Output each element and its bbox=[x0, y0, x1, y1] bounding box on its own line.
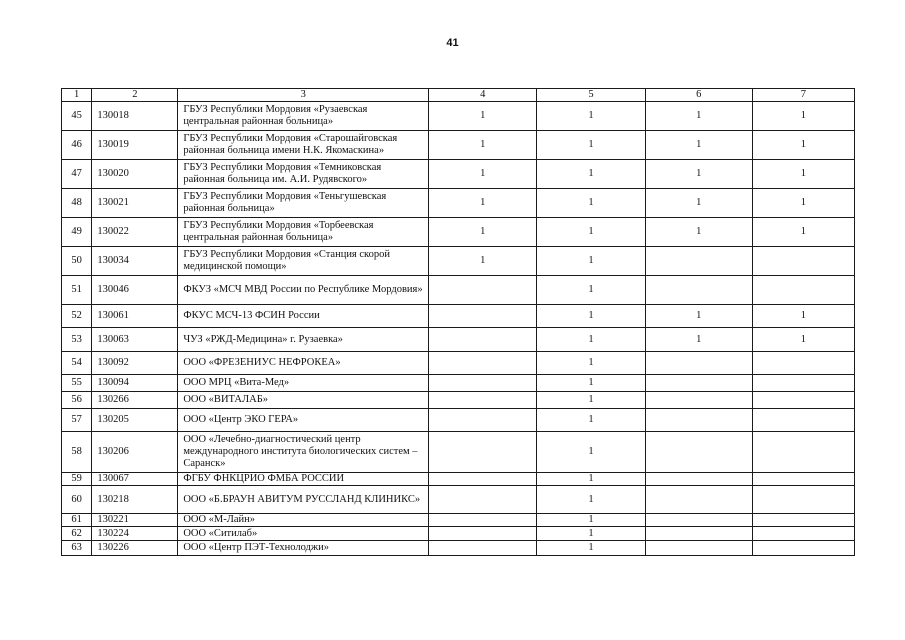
row-organization-name: ООО «Центр ПЭТ-Технолоджи» bbox=[178, 541, 429, 556]
column-header: 1 bbox=[62, 89, 92, 102]
table-row bbox=[62, 328, 855, 352]
row-value-col7 bbox=[752, 473, 854, 486]
row-value-col5: 1 bbox=[537, 328, 645, 352]
row-organization-name: ФГБУ ФНКЦРИО ФМБА РОССИИ bbox=[178, 473, 429, 486]
row-code: 130019 bbox=[92, 131, 178, 160]
row-code: 130094 bbox=[92, 375, 178, 392]
row-value-col5: 1 bbox=[537, 305, 645, 328]
row-number: 55 bbox=[62, 375, 92, 392]
row-value-col5: 1 bbox=[537, 432, 645, 473]
row-number: 61 bbox=[62, 514, 92, 527]
row-organization-name: ГБУЗ Республики Мордовия «Старошайговская районная больница имени Н.К. Якомаскина» bbox=[178, 131, 429, 160]
row-value-col6 bbox=[645, 527, 752, 541]
table-row bbox=[62, 352, 855, 375]
row-value-col7 bbox=[752, 514, 854, 527]
table-row bbox=[62, 541, 855, 556]
row-value-col5: 1 bbox=[537, 527, 645, 541]
row-number: 47 bbox=[62, 160, 92, 189]
row-code: 130067 bbox=[92, 473, 178, 486]
row-value-col4 bbox=[429, 375, 537, 392]
row-organization-name: ООО «М-Лайн» bbox=[178, 514, 429, 527]
table-row bbox=[62, 189, 855, 218]
row-value-col7: 1 bbox=[752, 160, 854, 189]
row-number: 63 bbox=[62, 541, 92, 556]
column-header: 6 bbox=[645, 89, 752, 102]
row-number: 45 bbox=[62, 102, 92, 131]
row-value-col4 bbox=[429, 392, 537, 409]
row-value-col5: 1 bbox=[537, 541, 645, 556]
row-value-col5: 1 bbox=[537, 131, 645, 160]
row-value-col7 bbox=[752, 432, 854, 473]
row-number: 53 bbox=[62, 328, 92, 352]
row-value-col4 bbox=[429, 409, 537, 432]
table-row bbox=[62, 486, 855, 514]
column-header: 5 bbox=[537, 89, 645, 102]
row-code: 130034 bbox=[92, 247, 178, 276]
row-organization-name: ООО «ФРЕЗЕНИУС НЕФРОКЕА» bbox=[178, 352, 429, 375]
row-organization-name: ООО «Ситилаб» bbox=[178, 527, 429, 541]
row-value-col6 bbox=[645, 409, 752, 432]
column-header: 2 bbox=[92, 89, 178, 102]
row-number: 57 bbox=[62, 409, 92, 432]
data-table bbox=[61, 88, 855, 556]
row-value-col6 bbox=[645, 473, 752, 486]
row-value-col7: 1 bbox=[752, 131, 854, 160]
row-number: 60 bbox=[62, 486, 92, 514]
row-value-col6 bbox=[645, 352, 752, 375]
row-number: 62 bbox=[62, 527, 92, 541]
row-value-col6: 1 bbox=[645, 160, 752, 189]
row-value-col7 bbox=[752, 527, 854, 541]
row-number: 49 bbox=[62, 218, 92, 247]
row-value-col4 bbox=[429, 352, 537, 375]
row-value-col7: 1 bbox=[752, 189, 854, 218]
row-value-col7: 1 bbox=[752, 328, 854, 352]
row-code: 130224 bbox=[92, 527, 178, 541]
row-organization-name: ЧУЗ «РЖД-Медицина» г. Рузаевка» bbox=[178, 328, 429, 352]
row-value-col7 bbox=[752, 375, 854, 392]
row-value-col7: 1 bbox=[752, 305, 854, 328]
row-value-col7 bbox=[752, 276, 854, 305]
row-organization-name: ГБУЗ Республики Мордовия «Темниковская районная больница им. А.И. Рудявского» bbox=[178, 160, 429, 189]
row-value-col6: 1 bbox=[645, 328, 752, 352]
row-value-col6 bbox=[645, 514, 752, 527]
row-value-col6 bbox=[645, 392, 752, 409]
row-value-col6: 1 bbox=[645, 102, 752, 131]
row-code: 130206 bbox=[92, 432, 178, 473]
row-code: 130266 bbox=[92, 392, 178, 409]
table-row bbox=[62, 375, 855, 392]
table-row bbox=[62, 276, 855, 305]
row-value-col5: 1 bbox=[537, 189, 645, 218]
row-value-col4 bbox=[429, 527, 537, 541]
table-row bbox=[62, 247, 855, 276]
row-value-col4: 1 bbox=[429, 218, 537, 247]
table-row bbox=[62, 432, 855, 473]
row-value-col6 bbox=[645, 375, 752, 392]
row-value-col4: 1 bbox=[429, 102, 537, 131]
row-organization-name: ООО МРЦ «Вита-Мед» bbox=[178, 375, 429, 392]
row-value-col4 bbox=[429, 541, 537, 556]
row-value-col4 bbox=[429, 432, 537, 473]
table-body bbox=[62, 102, 855, 556]
row-value-col7: 1 bbox=[752, 218, 854, 247]
row-number: 56 bbox=[62, 392, 92, 409]
row-organization-name: ГБУЗ Республики Мордовия «Рузаевская центральная районная больница» bbox=[178, 102, 429, 131]
row-number: 54 bbox=[62, 352, 92, 375]
row-value-col5: 1 bbox=[537, 514, 645, 527]
row-value-col6 bbox=[645, 432, 752, 473]
row-code: 130218 bbox=[92, 486, 178, 514]
table-row bbox=[62, 102, 855, 131]
table-row bbox=[62, 218, 855, 247]
row-value-col5: 1 bbox=[537, 102, 645, 131]
row-value-col5: 1 bbox=[537, 218, 645, 247]
row-value-col5: 1 bbox=[537, 486, 645, 514]
row-organization-name: ООО «Центр ЭКО ГЕРА» bbox=[178, 409, 429, 432]
row-value-col5: 1 bbox=[537, 473, 645, 486]
row-value-col6 bbox=[645, 247, 752, 276]
row-code: 130092 bbox=[92, 352, 178, 375]
row-number: 51 bbox=[62, 276, 92, 305]
row-code: 130061 bbox=[92, 305, 178, 328]
row-value-col7 bbox=[752, 352, 854, 375]
row-organization-name: ГБУЗ Республики Мордовия «Торбеевская центральная районная больница» bbox=[178, 218, 429, 247]
row-organization-name: ООО «Б.БРАУН АВИТУМ РУССЛАНД КЛИНИКС» bbox=[178, 486, 429, 514]
row-value-col5: 1 bbox=[537, 160, 645, 189]
row-value-col7 bbox=[752, 247, 854, 276]
header-row bbox=[62, 89, 855, 102]
row-organization-name: ГБУЗ Республики Мордовия «Теньгушевская районная больница» bbox=[178, 189, 429, 218]
row-value-col7 bbox=[752, 392, 854, 409]
row-value-col6 bbox=[645, 486, 752, 514]
row-code: 130205 bbox=[92, 409, 178, 432]
row-value-col4 bbox=[429, 276, 537, 305]
table-row bbox=[62, 392, 855, 409]
row-value-col4: 1 bbox=[429, 189, 537, 218]
row-code: 130018 bbox=[92, 102, 178, 131]
row-organization-name: ООО «ВИТАЛАБ» bbox=[178, 392, 429, 409]
row-value-col5: 1 bbox=[537, 392, 645, 409]
row-value-col4 bbox=[429, 486, 537, 514]
row-code: 130022 bbox=[92, 218, 178, 247]
row-value-col7: 1 bbox=[752, 102, 854, 131]
table-row bbox=[62, 473, 855, 486]
row-number: 59 bbox=[62, 473, 92, 486]
row-value-col4: 1 bbox=[429, 160, 537, 189]
row-code: 130046 bbox=[92, 276, 178, 305]
row-number: 52 bbox=[62, 305, 92, 328]
row-value-col4 bbox=[429, 328, 537, 352]
row-value-col5: 1 bbox=[537, 276, 645, 305]
row-value-col6: 1 bbox=[645, 305, 752, 328]
table-row bbox=[62, 305, 855, 328]
row-value-col6: 1 bbox=[645, 218, 752, 247]
row-code: 130226 bbox=[92, 541, 178, 556]
row-number: 50 bbox=[62, 247, 92, 276]
table-row bbox=[62, 527, 855, 541]
row-value-col5: 1 bbox=[537, 247, 645, 276]
row-organization-name: ГБУЗ Республики Мордовия «Станция скорой медицинской помощи» bbox=[178, 247, 429, 276]
column-header: 7 bbox=[752, 89, 854, 102]
row-organization-name: ФКУС МСЧ-13 ФСИН России bbox=[178, 305, 429, 328]
table-row bbox=[62, 514, 855, 527]
row-value-col5: 1 bbox=[537, 352, 645, 375]
column-header: 3 bbox=[178, 89, 429, 102]
table-row bbox=[62, 160, 855, 189]
row-value-col7 bbox=[752, 541, 854, 556]
page-number: 41 bbox=[446, 37, 459, 49]
row-value-col4 bbox=[429, 514, 537, 527]
table-row bbox=[62, 131, 855, 160]
table-row bbox=[62, 409, 855, 432]
row-organization-name: ООО «Лечебно-диагностический центр международного института биологических систем – Саранск» bbox=[178, 432, 429, 473]
row-value-col4 bbox=[429, 305, 537, 328]
row-value-col6: 1 bbox=[645, 131, 752, 160]
row-organization-name: ФКУЗ «МСЧ МВД России по Республике Мордовия» bbox=[178, 276, 429, 305]
row-number: 48 bbox=[62, 189, 92, 218]
row-value-col4: 1 bbox=[429, 247, 537, 276]
row-code: 130021 bbox=[92, 189, 178, 218]
row-value-col6 bbox=[645, 541, 752, 556]
row-number: 46 bbox=[62, 131, 92, 160]
row-value-col4 bbox=[429, 473, 537, 486]
row-code: 130020 bbox=[92, 160, 178, 189]
row-code: 130221 bbox=[92, 514, 178, 527]
row-number: 58 bbox=[62, 432, 92, 473]
row-code: 130063 bbox=[92, 328, 178, 352]
row-value-col4: 1 bbox=[429, 131, 537, 160]
row-value-col7 bbox=[752, 486, 854, 514]
row-value-col6: 1 bbox=[645, 189, 752, 218]
column-header: 4 bbox=[429, 89, 537, 102]
row-value-col6 bbox=[645, 276, 752, 305]
row-value-col5: 1 bbox=[537, 409, 645, 432]
row-value-col7 bbox=[752, 409, 854, 432]
row-value-col5: 1 bbox=[537, 375, 645, 392]
